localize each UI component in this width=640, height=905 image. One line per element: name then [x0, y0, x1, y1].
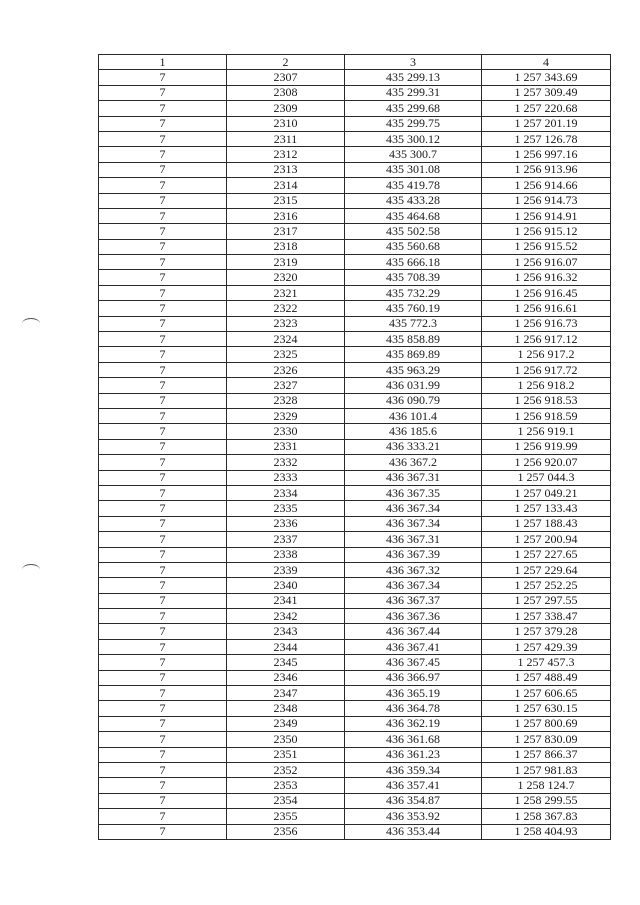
point-number-cell: 2314: [227, 178, 345, 193]
point-number-cell: 2311: [227, 131, 345, 146]
x-coordinate-cell: 436 367.44: [345, 624, 482, 639]
y-coordinate-cell: 1 256 915.12: [482, 224, 611, 239]
point-number-cell: 2352: [227, 762, 345, 777]
y-coordinate-cell: 1 256 997.16: [482, 147, 611, 162]
point-number-cell: 2324: [227, 332, 345, 347]
table-row: [99, 501, 611, 516]
point-number-cell: 2319: [227, 255, 345, 270]
x-coordinate-cell: 436 362.19: [345, 716, 482, 731]
x-coordinate-cell: 436 367.31: [345, 470, 482, 485]
y-coordinate-cell: 1 257 133.43: [482, 501, 611, 516]
point-number-cell: 2353: [227, 778, 345, 793]
x-coordinate-cell: 436 090.79: [345, 393, 482, 408]
table-row: [99, 716, 611, 731]
x-coordinate-cell: 435 299.75: [345, 116, 482, 131]
point-number-cell: 2315: [227, 193, 345, 208]
y-coordinate-cell: 1 257 252.25: [482, 578, 611, 593]
zone-cell: 7: [99, 147, 227, 162]
table-row: [99, 285, 611, 300]
x-coordinate-cell: 435 464.68: [345, 208, 482, 223]
table-row: [99, 101, 611, 116]
y-coordinate-cell: 1 256 917.2: [482, 347, 611, 362]
table-row: [99, 362, 611, 377]
table-row: [99, 762, 611, 777]
y-coordinate-cell: 1 257 630.15: [482, 701, 611, 716]
point-number-cell: 2326: [227, 362, 345, 377]
y-coordinate-cell: 1 257 220.68: [482, 101, 611, 116]
table-row: [99, 208, 611, 223]
y-coordinate-cell: 1 257 200.94: [482, 532, 611, 547]
x-coordinate-cell: 436 367.39: [345, 547, 482, 562]
zone-cell: 7: [99, 85, 227, 100]
y-coordinate-cell: 1 256 919.99: [482, 439, 611, 454]
table-row: [99, 732, 611, 747]
table-row: [99, 178, 611, 193]
y-coordinate-cell: 1 257 866.37: [482, 747, 611, 762]
y-coordinate-cell: 1 256 918.53: [482, 393, 611, 408]
x-coordinate-cell: 436 367.34: [345, 501, 482, 516]
zone-cell: 7: [99, 393, 227, 408]
x-coordinate-cell: 436 367.34: [345, 578, 482, 593]
x-coordinate-cell: 435 433.28: [345, 193, 482, 208]
zone-cell: 7: [99, 762, 227, 777]
table-row: [99, 793, 611, 808]
point-number-cell: 2307: [227, 70, 345, 85]
point-number-cell: 2328: [227, 393, 345, 408]
y-coordinate-cell: 1 256 920.07: [482, 455, 611, 470]
point-number-cell: 2318: [227, 239, 345, 254]
y-coordinate-cell: 1 257 606.65: [482, 686, 611, 701]
table-row: [99, 255, 611, 270]
zone-cell: 7: [99, 532, 227, 547]
point-number-cell: 2339: [227, 562, 345, 577]
x-coordinate-cell: 435 869.89: [345, 347, 482, 362]
x-coordinate-cell: 435 300.12: [345, 131, 482, 146]
x-coordinate-cell: 436 367.45: [345, 655, 482, 670]
y-coordinate-cell: 1 257 800.69: [482, 716, 611, 731]
y-coordinate-cell: 1 256 915.52: [482, 239, 611, 254]
x-coordinate-cell: 436 361.68: [345, 732, 482, 747]
x-coordinate-cell: 436 357.41: [345, 778, 482, 793]
table-row: [99, 439, 611, 454]
y-coordinate-cell: 1 257 309.49: [482, 85, 611, 100]
table-row: [99, 455, 611, 470]
x-coordinate-cell: 436 353.44: [345, 824, 482, 839]
point-number-cell: 2356: [227, 824, 345, 839]
x-coordinate-cell: 436 367.35: [345, 485, 482, 500]
zone-cell: 7: [99, 70, 227, 85]
table-row: [99, 624, 611, 639]
point-number-cell: 2309: [227, 101, 345, 116]
zone-cell: 7: [99, 485, 227, 500]
table-row: [99, 593, 611, 608]
zone-cell: 7: [99, 162, 227, 177]
zone-cell: 7: [99, 562, 227, 577]
y-coordinate-cell: 1 257 201.19: [482, 116, 611, 131]
table-row: [99, 686, 611, 701]
table-row: [99, 824, 611, 839]
point-number-cell: 2350: [227, 732, 345, 747]
x-coordinate-cell: 436 185.6: [345, 424, 482, 439]
table-row: [99, 639, 611, 654]
table-row: [99, 516, 611, 531]
table-header: [99, 55, 611, 70]
point-number-cell: 2341: [227, 593, 345, 608]
zone-cell: 7: [99, 809, 227, 824]
point-number-cell: 2332: [227, 455, 345, 470]
zone-cell: 7: [99, 224, 227, 239]
point-number-cell: 2308: [227, 85, 345, 100]
table-row: [99, 85, 611, 100]
zone-cell: 7: [99, 686, 227, 701]
table-row: [99, 332, 611, 347]
x-coordinate-cell: 436 359.34: [345, 762, 482, 777]
table-row: [99, 239, 611, 254]
x-coordinate-cell: 436 031.99: [345, 378, 482, 393]
table-row: [99, 116, 611, 131]
table-row: [99, 747, 611, 762]
zone-cell: 7: [99, 716, 227, 731]
point-number-cell: 2351: [227, 747, 345, 762]
zone-cell: 7: [99, 516, 227, 531]
point-number-cell: 2355: [227, 809, 345, 824]
y-coordinate-cell: 1 257 830.09: [482, 732, 611, 747]
y-coordinate-cell: 1 256 914.73: [482, 193, 611, 208]
zone-cell: 7: [99, 208, 227, 223]
table-row: [99, 347, 611, 362]
point-number-cell: 2336: [227, 516, 345, 531]
y-coordinate-cell: 1 257 343.69: [482, 70, 611, 85]
zone-cell: 7: [99, 455, 227, 470]
punch-hole-mark: [22, 564, 40, 575]
point-number-cell: 2349: [227, 716, 345, 731]
zone-cell: 7: [99, 732, 227, 747]
y-coordinate-cell: 1 258 299.55: [482, 793, 611, 808]
table-row: [99, 301, 611, 316]
x-coordinate-cell: 436 333.21: [345, 439, 482, 454]
point-number-cell: 2348: [227, 701, 345, 716]
table-row: [99, 378, 611, 393]
point-number-cell: 2321: [227, 285, 345, 300]
table-row: [99, 393, 611, 408]
point-number-cell: 2329: [227, 408, 345, 423]
x-coordinate-cell: 436 367.36: [345, 609, 482, 624]
table-row: [99, 408, 611, 423]
zone-cell: 7: [99, 332, 227, 347]
table-row: [99, 424, 611, 439]
y-coordinate-cell: 1 257 049.21: [482, 485, 611, 500]
y-coordinate-cell: 1 256 916.61: [482, 301, 611, 316]
x-coordinate-cell: 436 353.92: [345, 809, 482, 824]
zone-cell: 7: [99, 408, 227, 423]
x-coordinate-cell: 435 666.18: [345, 255, 482, 270]
point-number-cell: 2335: [227, 501, 345, 516]
point-number-cell: 2330: [227, 424, 345, 439]
x-coordinate-cell: 435 299.68: [345, 101, 482, 116]
y-coordinate-cell: 1 257 227.65: [482, 547, 611, 562]
x-coordinate-cell: 436 367.31: [345, 532, 482, 547]
y-coordinate-cell: 1 257 044.3: [482, 470, 611, 485]
table-row: [99, 655, 611, 670]
zone-cell: 7: [99, 193, 227, 208]
x-coordinate-cell: 435 858.89: [345, 332, 482, 347]
x-coordinate-cell: 435 760.19: [345, 301, 482, 316]
x-coordinate-cell: 436 366.97: [345, 670, 482, 685]
y-coordinate-cell: 1 258 367.83: [482, 809, 611, 824]
point-number-cell: 2340: [227, 578, 345, 593]
point-number-cell: 2343: [227, 624, 345, 639]
point-number-cell: 2338: [227, 547, 345, 562]
y-coordinate-cell: 1 256 914.91: [482, 208, 611, 223]
y-coordinate-cell: 1 256 916.07: [482, 255, 611, 270]
x-coordinate-cell: 435 301.08: [345, 162, 482, 177]
y-coordinate-cell: 1 256 913.96: [482, 162, 611, 177]
table-row: [99, 547, 611, 562]
x-coordinate-cell: 435 299.31: [345, 85, 482, 100]
zone-cell: 7: [99, 255, 227, 270]
table-body: [99, 70, 611, 840]
y-coordinate-cell: 1 256 916.73: [482, 316, 611, 331]
y-coordinate-cell: 1 257 457.3: [482, 655, 611, 670]
table-row: [99, 562, 611, 577]
zone-cell: 7: [99, 239, 227, 254]
point-number-cell: 2323: [227, 316, 345, 331]
point-number-cell: 2334: [227, 485, 345, 500]
zone-cell: 7: [99, 547, 227, 562]
column-header-4: 4: [482, 55, 611, 70]
column-header-1: 1: [99, 55, 227, 70]
point-number-cell: 2345: [227, 655, 345, 670]
y-coordinate-cell: 1 258 124.7: [482, 778, 611, 793]
x-coordinate-cell: 435 300.7: [345, 147, 482, 162]
y-coordinate-cell: 1 256 918.2: [482, 378, 611, 393]
table-row: [99, 70, 611, 85]
point-number-cell: 2344: [227, 639, 345, 654]
header-row: [99, 55, 611, 70]
table-row: [99, 701, 611, 716]
x-coordinate-cell: 436 367.32: [345, 562, 482, 577]
zone-cell: 7: [99, 116, 227, 131]
y-coordinate-cell: 1 257 338.47: [482, 609, 611, 624]
y-coordinate-cell: 1 257 229.64: [482, 562, 611, 577]
y-coordinate-cell: 1 256 916.45: [482, 285, 611, 300]
zone-cell: 7: [99, 301, 227, 316]
point-number-cell: 2333: [227, 470, 345, 485]
zone-cell: 7: [99, 655, 227, 670]
x-coordinate-cell: 436 367.2: [345, 455, 482, 470]
punch-hole-mark: [22, 318, 40, 329]
y-coordinate-cell: 1 256 914.66: [482, 178, 611, 193]
x-coordinate-cell: 435 708.39: [345, 270, 482, 285]
point-number-cell: 2342: [227, 609, 345, 624]
point-number-cell: 2316: [227, 208, 345, 223]
y-coordinate-cell: 1 256 919.1: [482, 424, 611, 439]
zone-cell: 7: [99, 285, 227, 300]
y-coordinate-cell: 1 257 188.43: [482, 516, 611, 531]
zone-cell: 7: [99, 701, 227, 716]
zone-cell: 7: [99, 131, 227, 146]
y-coordinate-cell: 1 257 488.49: [482, 670, 611, 685]
table-row: [99, 470, 611, 485]
x-coordinate-cell: 435 732.29: [345, 285, 482, 300]
zone-cell: 7: [99, 639, 227, 654]
column-header-2: 2: [227, 55, 345, 70]
zone-cell: 7: [99, 470, 227, 485]
table-row: [99, 147, 611, 162]
y-coordinate-cell: 1 257 379.28: [482, 624, 611, 639]
y-coordinate-cell: 1 257 297.55: [482, 593, 611, 608]
table-row: [99, 809, 611, 824]
x-coordinate-cell: 436 361.23: [345, 747, 482, 762]
point-number-cell: 2337: [227, 532, 345, 547]
y-coordinate-cell: 1 257 126.78: [482, 131, 611, 146]
y-coordinate-cell: 1 256 917.72: [482, 362, 611, 377]
zone-cell: 7: [99, 378, 227, 393]
table-row: [99, 131, 611, 146]
point-number-cell: 2322: [227, 301, 345, 316]
x-coordinate-cell: 436 367.34: [345, 516, 482, 531]
x-coordinate-cell: 435 560.68: [345, 239, 482, 254]
point-number-cell: 2331: [227, 439, 345, 454]
table-row: [99, 778, 611, 793]
y-coordinate-cell: 1 258 404.93: [482, 824, 611, 839]
coordinates-table: [98, 54, 611, 840]
table-row: [99, 316, 611, 331]
point-number-cell: 2325: [227, 347, 345, 362]
table-row: [99, 224, 611, 239]
zone-cell: 7: [99, 501, 227, 516]
point-number-cell: 2310: [227, 116, 345, 131]
zone-cell: 7: [99, 424, 227, 439]
x-coordinate-cell: 436 367.41: [345, 639, 482, 654]
table-row: [99, 670, 611, 685]
zone-cell: 7: [99, 593, 227, 608]
point-number-cell: 2313: [227, 162, 345, 177]
point-number-cell: 2346: [227, 670, 345, 685]
table-row: [99, 270, 611, 285]
table-row: [99, 609, 611, 624]
zone-cell: 7: [99, 578, 227, 593]
zone-cell: 7: [99, 270, 227, 285]
point-number-cell: 2320: [227, 270, 345, 285]
x-coordinate-cell: 435 772.3: [345, 316, 482, 331]
zone-cell: 7: [99, 778, 227, 793]
y-coordinate-cell: 1 257 981.83: [482, 762, 611, 777]
zone-cell: 7: [99, 793, 227, 808]
table-row: [99, 193, 611, 208]
table-row: [99, 578, 611, 593]
zone-cell: 7: [99, 624, 227, 639]
zone-cell: 7: [99, 609, 227, 624]
x-coordinate-cell: 436 354.87: [345, 793, 482, 808]
x-coordinate-cell: 435 963.29: [345, 362, 482, 377]
table-row: [99, 162, 611, 177]
zone-cell: 7: [99, 362, 227, 377]
point-number-cell: 2312: [227, 147, 345, 162]
zone-cell: 7: [99, 670, 227, 685]
y-coordinate-cell: 1 256 918.59: [482, 408, 611, 423]
x-coordinate-cell: 436 365.19: [345, 686, 482, 701]
column-header-3: 3: [345, 55, 482, 70]
y-coordinate-cell: 1 256 917.12: [482, 332, 611, 347]
point-number-cell: 2317: [227, 224, 345, 239]
zone-cell: 7: [99, 347, 227, 362]
table-row: [99, 532, 611, 547]
zone-cell: 7: [99, 439, 227, 454]
zone-cell: 7: [99, 824, 227, 839]
x-coordinate-cell: 436 101.4: [345, 408, 482, 423]
x-coordinate-cell: 435 299.13: [345, 70, 482, 85]
zone-cell: 7: [99, 101, 227, 116]
point-number-cell: 2354: [227, 793, 345, 808]
y-coordinate-cell: 1 256 916.32: [482, 270, 611, 285]
zone-cell: 7: [99, 747, 227, 762]
point-number-cell: 2327: [227, 378, 345, 393]
table-row: [99, 485, 611, 500]
zone-cell: 7: [99, 178, 227, 193]
zone-cell: 7: [99, 316, 227, 331]
point-number-cell: 2347: [227, 686, 345, 701]
x-coordinate-cell: 436 364.78: [345, 701, 482, 716]
x-coordinate-cell: 435 419.78: [345, 178, 482, 193]
x-coordinate-cell: 435 502.58: [345, 224, 482, 239]
x-coordinate-cell: 436 367.37: [345, 593, 482, 608]
y-coordinate-cell: 1 257 429.39: [482, 639, 611, 654]
